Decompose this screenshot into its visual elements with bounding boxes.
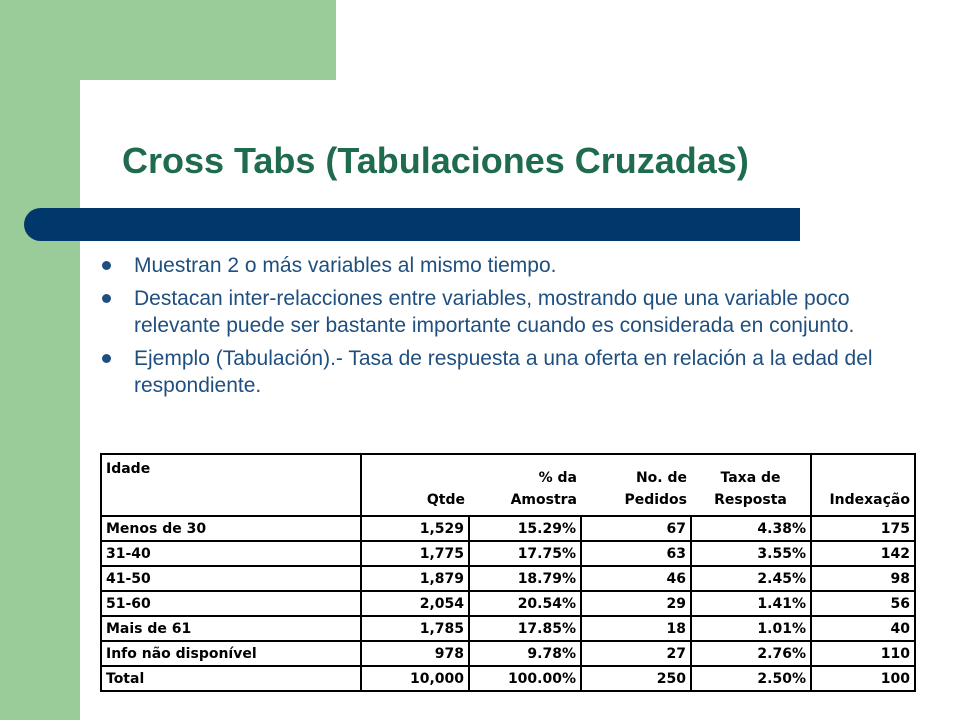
table-row [101,566,915,591]
bullet-text: Destacan inter-relacciones entre variables, mostrando que una variable poco relevante puede ser bastante importante cuando es considerada en conjunto. [134,287,855,337]
cell-amostra: 18.79% [469,566,581,591]
header-pedidos-line2: Pedidos [624,492,687,508]
cell-indexacao: 98 [811,566,915,591]
cell-amostra: 100.00% [469,666,581,691]
table-row [101,541,915,566]
cell-pedidos: 63 [581,541,691,566]
cell-indexacao: 110 [811,641,915,666]
cell-pedidos: 27 [581,641,691,666]
cell-taxa: 1.41% [691,591,811,616]
cell-idade: 41-50 [101,566,361,591]
cell-qtde: 1,879 [361,566,469,591]
cell-amostra: 20.54% [469,591,581,616]
bullet-dot-icon [102,354,111,363]
cell-pedidos: 67 [581,516,691,541]
cell-taxa: 2.45% [691,566,811,591]
cell-qtde: 1,529 [361,516,469,541]
bullet-list [100,252,890,405]
cell-idade: 31-40 [101,541,361,566]
cell-idade: 51-60 [101,591,361,616]
cell-qtde: 2,054 [361,591,469,616]
table-row [101,591,915,616]
header-taxa-line2: Resposta [714,492,787,508]
header-amostra-line2: Amostra [510,492,577,508]
cell-pedidos: 18 [581,616,691,641]
cell-pedidos: 250 [581,666,691,691]
title-underline-bar [24,208,800,241]
bullet-item [100,285,890,339]
cell-idade: Info não disponível [101,641,361,666]
cell-idade: Mais de 61 [101,616,361,641]
bullet-item [100,252,890,279]
cell-qtde: 10,000 [361,666,469,691]
cross-tab-table [100,453,916,692]
bullet-dot-icon [102,261,111,270]
cell-taxa: 1.01% [691,616,811,641]
green-top-band [0,0,336,80]
header-idade: Idade [106,461,151,477]
cell-indexacao: 56 [811,591,915,616]
bullet-item [100,345,890,399]
cell-amostra: 9.78% [469,641,581,666]
cell-qtde: 1,775 [361,541,469,566]
header-pedidos [581,454,691,516]
header-taxa-line1: Taxa de [720,470,781,486]
cell-indexacao: 40 [811,616,915,641]
cell-amostra: 17.85% [469,616,581,641]
table-header-row [101,454,915,516]
cell-qtde: 1,785 [361,616,469,641]
cell-indexacao: 100 [811,666,915,691]
cell-pedidos: 46 [581,566,691,591]
bullet-text: Ejemplo (Tabulación).- Tasa de respuesta a una oferta en relación a la edad del respondiente. [134,347,873,397]
bullet-text: Muestran 2 o más variables al mismo tiempo. [134,254,557,277]
cell-idade: Menos de 30 [101,516,361,541]
header-indexacao-label: Indexação [829,492,910,508]
header-taxa [691,454,811,516]
cell-taxa: 2.76% [691,641,811,666]
green-side-band [0,0,80,720]
cell-taxa: 3.55% [691,541,811,566]
cell-taxa: 2.50% [691,666,811,691]
cell-pedidos: 29 [581,591,691,616]
bullet-dot-icon [102,294,111,303]
table-row [101,516,915,541]
table-row [101,641,915,666]
cell-indexacao: 142 [811,541,915,566]
cell-indexacao: 175 [811,516,915,541]
table-row-total [101,666,915,691]
cell-qtde: 978 [361,641,469,666]
cell-idade: Total [101,666,361,691]
header-amostra-line1: % da [538,470,577,486]
cell-taxa: 4.38% [691,516,811,541]
header-amostra [469,454,581,516]
table-row [101,616,915,641]
header-pedidos-line1: No. de [635,470,687,486]
cell-amostra: 15.29% [469,516,581,541]
slide-title: Cross Tabs (Tabulaciones Cruzadas) [122,140,749,181]
cell-amostra: 17.75% [469,541,581,566]
header-indexacao [811,454,915,516]
header-qtde: Qtde [361,454,469,516]
